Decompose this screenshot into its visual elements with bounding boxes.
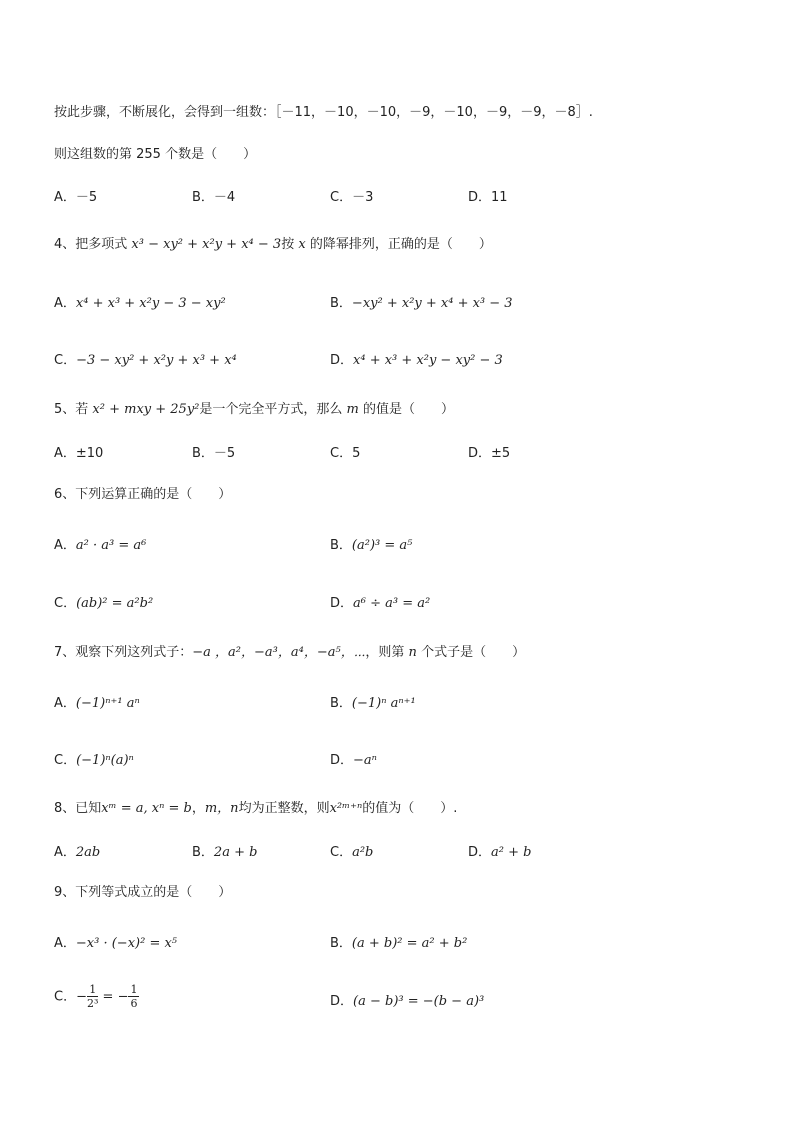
- q6-stem: 6、下列运算正确的是（ ）: [54, 487, 232, 502]
- q5-stem: 5、若 x² + mxy + 25y²是一个完全平方式，那么 m 的值是（ ）: [54, 402, 455, 417]
- q3-intro: 按此步骤，不断展化，会得到一组数：［－11，－10，－10，－9，－10，－9，－9，－8］.: [54, 105, 593, 120]
- q6-option-a: A．a² · a³ = a⁶: [54, 538, 147, 553]
- q4-stem: 4、把多项式 x³ − xy² + x²y + x⁴ − 3按 x 的降幂排列，正确的是（ ）: [54, 237, 492, 252]
- q7-option-b: B．(−1)ⁿ aⁿ⁺¹: [330, 696, 416, 711]
- q8-option-d: D．a² + b: [468, 845, 532, 860]
- q9-option-c: C．− $\frac{1}{\text{2³}}$ = − $\frac{1}{6}$: [54, 983, 138, 1010]
- q7-option-c: C．(−1)ⁿ(a)ⁿ: [54, 753, 134, 768]
- q7-option-a: A．(−1)ⁿ⁺¹ aⁿ: [54, 696, 140, 711]
- q4-polynomial: x³ − xy² + x²y + x⁴ − 3: [131, 237, 282, 252]
- q4-option-c: C．−3 − xy² + x²y + x³ + x⁴: [54, 353, 237, 368]
- q8-expression: x²ᵐ⁺ⁿ: [329, 801, 363, 816]
- q3-option-d: D．11: [468, 190, 508, 205]
- q9-option-d: D．(a − b)³ = −(b − a)³: [330, 994, 485, 1009]
- q4-option-b: B．−xy² + x²y + x⁴ + x³ − 3: [330, 296, 513, 311]
- q8-option-b: B．2a + b: [192, 845, 258, 860]
- q8-stem: 8、已知xᵐ = a, xⁿ = b，m，n均为正整数，则x²ᵐ⁺ⁿ的值为（ ）.: [54, 801, 458, 816]
- q5-option-d: D．±5: [468, 446, 511, 461]
- q9-option-a: A．−x³ · (−x)² = x⁵: [54, 936, 178, 951]
- q4-option-a: A．x⁴ + x³ + x²y − 3 − xy²: [54, 296, 226, 311]
- q9-stem: 9、下列等式成立的是（ ）: [54, 885, 232, 900]
- q3-option-a: A．－5: [54, 190, 98, 205]
- q5-option-a: A．±10: [54, 446, 104, 461]
- fraction: $\frac{1}{\text{2³}}$: [86, 983, 99, 1010]
- q5-option-b: B．－5: [192, 446, 236, 461]
- q6-option-c: C．(ab)² = a²b²: [54, 596, 154, 611]
- q7-option-d: D．−aⁿ: [330, 753, 377, 768]
- q8-condition: xᵐ = a, xⁿ = b: [101, 801, 192, 816]
- q7-series: −a ，a²，−a³，a⁴，−a⁵，⋯: [192, 645, 366, 660]
- q9-option-b: B．(a + b)² = a² + b²: [330, 936, 468, 951]
- q5-option-c: C．5: [330, 446, 361, 461]
- fraction: $\frac{1}{6}$: [130, 983, 138, 1010]
- q6-option-b: B．(a²)³ = a⁵: [330, 538, 413, 553]
- q3-stem: 则这组数的第 255 个数是（ ）: [54, 147, 257, 162]
- q8-option-a: A．2ab: [54, 845, 101, 860]
- q8-option-c: C．a²b: [330, 845, 374, 860]
- q4-option-d: D．x⁴ + x³ + x²y − xy² − 3: [330, 353, 503, 368]
- q7-stem: 7、观察下列这列式子：−a ，a²，−a³，a⁴，−a⁵，⋯，则第 n 个式子是（ ）: [54, 645, 526, 660]
- q6-option-d: D．a⁶ ÷ a³ = a²: [330, 596, 431, 611]
- q3-option-c: C．－3: [330, 190, 374, 205]
- q3-option-b: B．－4: [192, 190, 236, 205]
- q5-expression: x² + mxy + 25y²: [92, 402, 200, 417]
